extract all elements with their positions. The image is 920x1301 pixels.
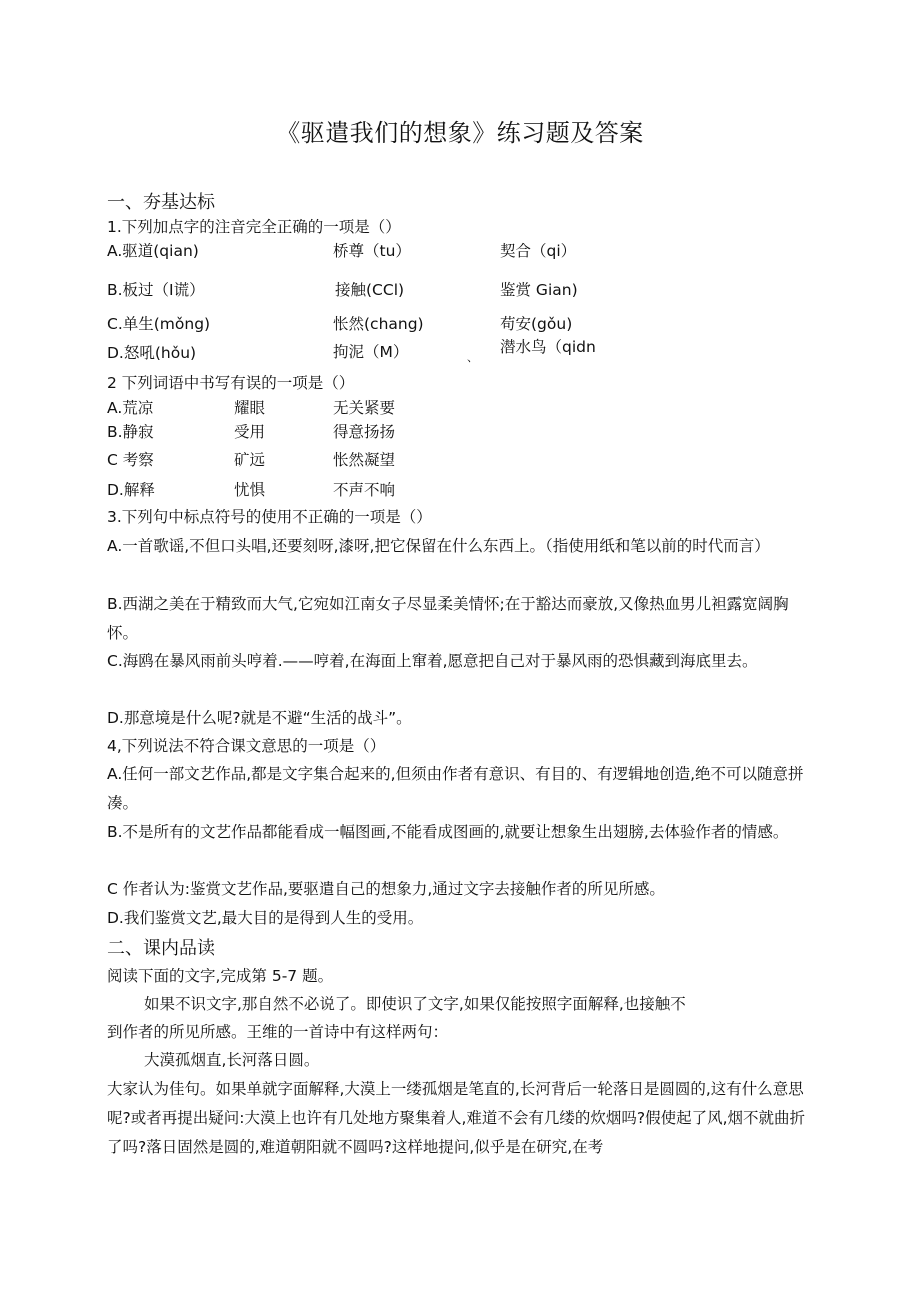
stray-mark: 、	[467, 351, 478, 364]
q2-option-row-d	[107, 478, 813, 502]
q4-option-a: A.任何一部文艺作品,都是文字集合起来的,但须由作者有意识、有目的、有逻辑地创造,绝不可以随意拼凑。	[107, 765, 804, 812]
q2-b-item1: B.静寂	[107, 423, 154, 441]
q2-d-item3: 不声不响	[333, 481, 396, 499]
page-title: 《驱遣我们的想象》练习题及答案	[276, 119, 644, 147]
q2-stem: 2 下列词语中书写有误的一项是（）	[107, 374, 355, 392]
q1-d-item1: D.怒吼(hǒu)	[107, 344, 197, 362]
q3-option-c: C.海鸥在暴风雨前头哼着.——哼着,在海面上窜着,愿意把自己对于暴风雨的恐惧藏到海底里去。	[107, 652, 758, 670]
q3-option-d: D.那意境是什么呢?就是不避“生活的战斗”。	[107, 709, 412, 727]
q1-d-item2: 拘泥（M）	[333, 343, 409, 361]
q1-d-item3: 潜水鸟（qidn	[500, 338, 596, 356]
q2-option-row-c	[107, 448, 813, 472]
q1-option-row-b	[107, 278, 813, 302]
q2-a-item1: A.荒凉	[107, 399, 154, 417]
q1-c-item2: 怅然(chang)	[333, 315, 424, 333]
section-heading-basics: 一、夯基达标	[107, 192, 215, 213]
passage-paragraph-2: 大家认为佳句。如果单就字面解释,大漠上一缕孤烟是笔直的,长河背后一轮落日是圆圆的,这有什么意思呢?或者再提出疑问:大漠上也许有几处地方聚集着人,难道不会有几缕的炊烟吗?假使起了风,烟不就曲折了吗?落日固然是圆的,难道朝阳就不圆吗?这样地提问,似乎是在研究,在考	[107, 1080, 806, 1156]
q4-stem: 4,下列说法不符合课文意思的一项是（）	[107, 737, 386, 755]
q1-b-item3: 鉴赏 Gian)	[500, 281, 578, 299]
q1-c-item3: 苟安(gǒu)	[500, 315, 573, 333]
q1-b-item2: 接触(CCl)	[335, 281, 405, 299]
q4-option-c: C 作者认为:鉴赏文艺作品,要驱遣自己的想象力,通过文字去接触作者的所见所感。	[107, 880, 665, 898]
q2-b-item3: 得意扬扬	[333, 423, 396, 441]
q1-b-item1: B.板过（I谎）	[107, 281, 205, 299]
q2-option-row-b	[107, 420, 813, 444]
q4-option-b: B.不是所有的文艺作品都能看成一幅图画,不能看成图画的,就要让想象生出翅膀,去体验作者的情感。	[107, 823, 789, 841]
q2-a-item2: 耀眼	[234, 399, 266, 417]
q3-stem: 3.下列句中标点符号的使用不正确的一项是（）	[107, 508, 432, 526]
q1-a-item3: 契合（qi）	[500, 242, 577, 260]
q2-d-item1: D.解释	[107, 481, 155, 499]
q1-a-item2: 桥尊（tu）	[333, 242, 411, 260]
q3-option-b: B.西湖之美在于精致而大气,它宛如江南女子尽显柔美情怀;在于豁达而豪放,又像热血男儿袒露宽阔胸怀。	[107, 595, 789, 642]
q3-option-a: A.一首歌谣,不但口头唱,还要刻呀,漆呀,把它保留在什么东西上。（指使用纸和笔以前的时代而言）	[107, 537, 770, 555]
passage-line-1: 如果不识文字,那自然不必说了。即使识了文字,如果仅能按照字面解释,也接触不	[144, 995, 686, 1013]
q1-a-item1: A.驱道(qian)	[107, 242, 199, 260]
q1-option-row-d	[107, 339, 813, 363]
q2-c-item1: C 考察	[107, 451, 154, 469]
q1-option-row-c	[107, 312, 813, 336]
q2-c-item2: 矿远	[234, 451, 266, 469]
q1-option-row-a	[107, 239, 813, 263]
q2-a-item3: 无关紧要	[333, 399, 396, 417]
q4-option-d: D.我们鉴赏文艺,最大目的是得到人生的受用。	[107, 909, 424, 927]
q2-option-row-a	[107, 396, 813, 420]
passage-line-2: 到作者的所见所感。王维的一首诗中有这样两句：	[107, 1023, 449, 1041]
reading-intro: 阅读下面的文字,完成第 5-7 题。	[107, 967, 334, 985]
q1-stem: 1.下列加点字的注音完全正确的一项是（）	[107, 218, 401, 236]
q1-c-item1: C.单生(mǒng)	[107, 315, 211, 333]
q2-b-item2: 受用	[234, 423, 266, 441]
poem-line: 大漠孤烟直,长河落日圆。	[144, 1051, 320, 1069]
q2-d-item2: 忧惧	[234, 481, 266, 499]
q2-c-item3: 怅然凝望	[333, 451, 396, 469]
section-heading-reading: 二、课内品读	[107, 938, 215, 959]
